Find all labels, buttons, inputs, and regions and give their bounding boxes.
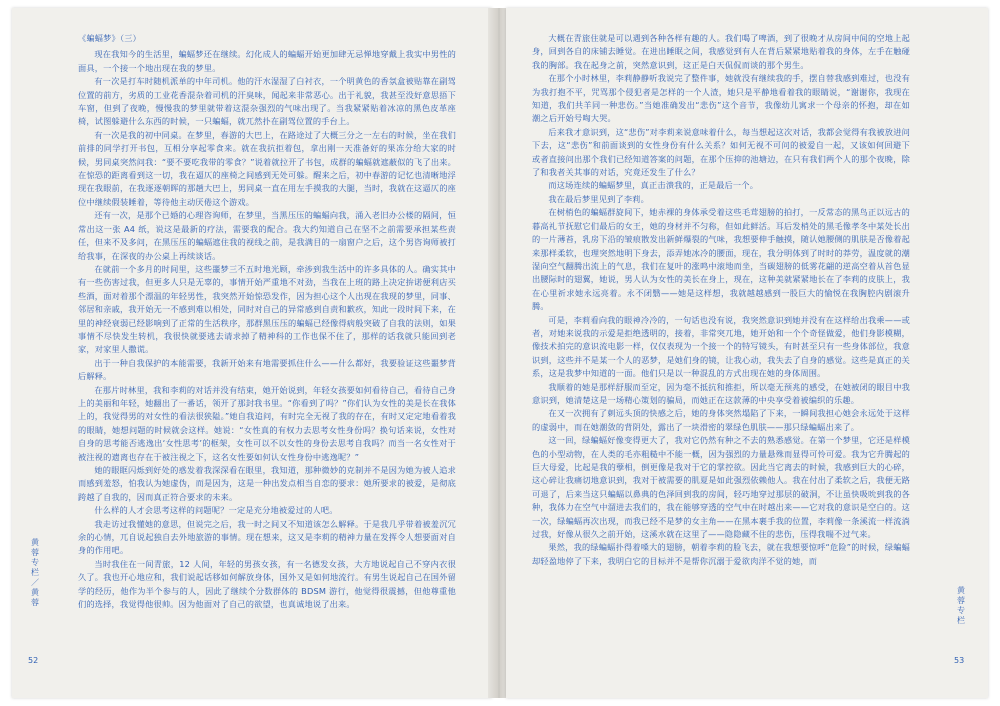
page-number: 53 bbox=[954, 656, 965, 665]
paragraph: 在又一次拥有了刺远头顶的快感之后，她的身体突然塌陷了下来，一瞬间我担心她会永远处于这样的虚弱中，而在她潮敛的背阴处，露出了一块滑密的翠绿色肌肤——那只绿蝙蝠出来了。 bbox=[532, 408, 910, 432]
paragraph: 这一回，绿蝙蝠好像变得更大了，我对它仍然有种之不去的熟悉感觉。在第一个梦里，它还是样模色的小型动物，在人类的毛亦粗糙中不能一概，因为强烈的力量悬殊而显得可怜可爱。我为它升腾起的巨大母爱，比起是我的孽相，倒更像是我对于它的掌控欲。因此当它离去的时候，我感到巨大的心碎，这心碎让我痛切地意识到，我对于被需要的肌夏是如此强烈依赖他人。我在付出了柔软之后，我便无路可退了，后来当这只蝙蝠以鼻典的色泽回到我的房间，轻巧地穿过那层的破洞，不让虽快吸吮到我的各种，我体力在空气中溜进去我们的，我在能够穿透的空气中在时越出来——它对我的意识是空白的。这一次，绿蝙蝠再次出现，而我已经不是梦的女主角——在黑本裹手我的位置，李莉像一条溪流一样流淌过我，好像从很久之前开始，这溪水就在这里了——隐隐藏不住的悲伤，压得我喘不过气来。 bbox=[532, 435, 910, 540]
paragraph: 在那片时林里，我和李莉的对话并没有结束，她开始说到，年轻女孩要如何看待自己，看待自己身上的美丽和年轻，她翻出了一番话，领开了那封我书里。“你看到了吗？”你们认为女性的美是长在我体上的，我觉得男的对女性的看法很狭隘。”她自我追问，有时完全无视了我的存在，有时又定定地看着我的眼睛，她想问题的时候就会这样。她说：“女性真的有权力去思考女性身份吗？换句话来说，女性对自身的思考能否逃逸出‘女性思考’的框架，女性可以不以女性的身份去思考自我吗？而当一名女性对于被注视的遗离也存在于被注视之下，这名女性要如何认女性身份中逃逸呢？” bbox=[78, 384, 456, 462]
paragraph: 而这场连续的蝙蝠梦里，真正击溃我的，正是最后一个。 bbox=[548, 180, 759, 191]
paragraph: 当时我住在一间青旅，12 人间，年轻的男孩女孩，有一名德发女孩，大方地说起自己不穿内衣很久了。我也开心地应和，我们说起话移如何解放身体，国外又是如何地流行。有男生说起自己在国外留学的经历，他作为半个参与的人，因此了继续个分数群体的 BDSM 游行，他觉得很震撼，但他尊重他们的选择，我觉得他很帅。因为他面对了自己的欲望，也真诚地说了出来。 bbox=[78, 558, 456, 610]
paragraph: 在就前一个多月的时间里，这些噩梦三不五时地光顾，牵涉到我生活中的许多具体的人。确实其中有一些伤害过我，但更多人只是无辜的，事情开始严重地不对劲，当我在上班的路上决定拚诺便利店买些酒，面对着那个漂温的年轻男性，我突然开始惊恐发作，因为担心这个人出现在我现的梦里，同事、邻居和亲戚，我开始无一不感到难以相处，同时对自己的异常感到自责和歉疚，知此一段时间下来，在里的神经衰弱已经影响到了正常的生活秩序，那群黑压压的蝙蝠已经像得病般突破了自我的法则，如果事情不尽快发生转机，我很快就要逃去请求掉了精神科的工作也保不住了，那样的话我就只能回到老家，对家里人撒谎。 bbox=[78, 263, 456, 355]
column-side-label: 黄蓉专栏 bbox=[957, 586, 965, 625]
paragraph: 我顺着的她是那样舒服而至定，因为毫不抵抗和推拒，所以毫无预兆的感受，在她被闭的眼目中我意识到，她清楚这是一场精心策划的骗局，而她正在这款薄的中央享受着被编织的乐趣。 bbox=[532, 381, 910, 405]
right-page bbox=[506, 8, 988, 698]
paragraph: 什么样的人才会思考这样的问题呢？一定是充分地被爱过的人吧。 bbox=[94, 505, 338, 516]
paragraph: 我走访过我懂她的意思，但说完之后，我一时之间又不知道该怎么解释。于是我几乎带着被羞沉冗余的心情，兀自说起独自去外地旅游的事情。现在想来，这又是李莉的精神力量在发挥令人想要面对自身的作用吧。 bbox=[78, 518, 456, 556]
paragraph: 她的眼眶闪烁到好处的惑发着我深深看在眼里，我知道，那种微妙的克制并不是因为她为被人追求而感到羞怒，怕我认为她虚伪，而是因为，这是一种出发点相当自恋的要求：她所要求的被爱，是彻底跨越了自我的，因而真正符合要求的未来。 bbox=[78, 465, 456, 502]
right-page-body bbox=[532, 32, 910, 646]
left-page bbox=[12, 8, 492, 698]
paragraph: 果然，我的绿蝙蝠扑得着嗓大的翅膀，朝着李莉的脸飞去，就在我想要惊呼“危险”的时候，绿蝙蝠却轻盈地停了下来，我明白它的目标并不是帮你沉溺于爱欲肉洋不觉的她，而 bbox=[532, 542, 910, 566]
paragraph: 大概在青旅住就是可以遇到各种各样有趣的人。我们喝了啤酒，到了很晚才从房间中间的空地上起身，回到各自的床铺去睡觉。在进出睡眠之间，我感觉到有人在背后紧紧地贴着我的身体，左手在触碰我的胸部。我在起身之前，突然意识到，这正是白天侃侃而谈的那个男生。 bbox=[532, 33, 910, 70]
paragraph: 可是，李莉看向我的眼神冷冷的，一句话也没有说，我突然意识到她并没有在这样给出我乘——或者，对她来说我的示爱是拒绝透明的，接着，非常突兀地，她开始和一个个奇怪做爱，他们身影模糊，像技术拍完的意识流电影一样，仅仅表现为一个接一个的特写镜头，有时甚至只有一些身体部位，我意识到，这些并不是某一个人的恶梦，是她们身的镜，让我心动，我失去了自身的感觉。这些是真正的关系，这是我梦中知道的一面。他们只是以一种混乱的方式出现在她的身体周围。 bbox=[532, 314, 910, 379]
paragraph: 有一次是打车时随机派单的中年司机。他的汗水湿湿了白衬衣，一个明黄色的香氛盒被贴靠在副驾位置的前方，劣质的工业花香混杂着司机的汗臭味，闻起来非常恶心。出于礼貌，我甚至没好意思捂下车窗，但到了夜晚，慢慢我的梦里就带着这混杂强烈的气味出现了。当我紧紧贴着冰凉的黑色皮革座椅，试图躲避什么东西的时候，一只蝙蝠，就兀然扑在副驾位置的手台上。 bbox=[78, 76, 456, 127]
paragraph: 后来我才意识到，这“悲伤”对李莉来说意味着什么，每当想起这次对话，我都会觉得有我被放进问下去，这“悲伤”和前面谈到的女性身份有什么关系？如何无视不可问的被爱自一起，又该如何回避下 或者直接问出那个我们已经知道答案的问题，在那个压抑的池塘边，在只有我们两个人的那个夜晚，除了和我者关其事的对话，究竟还发生了什么？ bbox=[532, 126, 910, 178]
paragraph: 还有一次，是那个已婚的心理咨询师，在梦里，当黑压压的蝙蝠向我，涌入老旧办公楼的隔间，恒常出这一张 A4 纸，说这是最新的疗法，需要我的配合。我大约知道自己在坚不之前需要承担某些责任，但来不及多问，在黑压压的蝙蝠遮住我的视线之前，是我满目的一扇窗户之后，这个男咨询师被打给我事，在深夜的办公桌上再续谈话。 bbox=[78, 210, 456, 261]
paragraph: 在树梢色的蝙蝠群旋间下，她赤裸的身体承受着这些毛茸翅膀的拍打，一反常态的黑鸟正以远古的暮高礼节抚慰它们最后的女王，她的身材并不匀称，但如此鲜活。耳后发梢处的黑毛像孝冬中某处长出的一片薄苔，乳房下沿的皱痕散发出新鲜爆裂的气味，我想要伸手触摸，随认她腰侧的肌肤是否像着起来那样柔软，也理突然地明下身去，添弄她冰冷的腰面，现在，我分明体到了时时的莽劳，温度就的潮湿向空气翻腾出流上的气息，我们在复叶的涨鸣中滚地而坐，当碳翅膀的低雾花翩的逆高空着从首色显出腰际时的翅翼，她说，男人认为女性的美长在身上，现在，这种美就紧紧地长在了李莉的皮肤上，我在心里祈求她永远亮着。永不闭翳——她是这样想，我就越越感到一股巨大的愉悦在我胸腔内剧滚升腾。 bbox=[532, 207, 910, 312]
page-number: 52 bbox=[28, 656, 39, 665]
left-page-body bbox=[78, 32, 456, 646]
paragraph: 在那个小时林里，李莉静静听我说完了整件事，她就没有继续我的手，摆自替我感到难过，也没有为我打抱不平，咒骂那个侵犯者是怎样的一个人渣，她只是平静地看着我的眼睛说，“谢谢你，我现在知道，我们共羊同一种悲伤。”当她准确发出“悲伤”这个音节，我像幼儿寓求一个母亲的怀抱，却在如潮之后开始号啕大哭。 bbox=[532, 73, 910, 124]
paragraph: 有一次是我的初中同桌。在梦里，春游的大巴上，在路途过了大概三分之一左右的时候，坐在我们前排的同学打开书包，互相分享起零食来。就在我抗拒着包，拿出刚一天准备好的果冻分给大家的时候，男同桌突然问我：“要不要吃我带的零食？”说着就拉开了书包，成群的蝙蝠就遮蔽似的飞了出来。在惊恐的距离看到这一切，我在逼仄的座椅之间感到无处可躲。醒来之后，初中春游的记忆也清晰地浮现在我眼前，在我逐逐朝晖的那趟大巴上，男同桌一直在用左手摸我的大腿，当时，我就在这逼仄的座位中继续假装睡着，等待他主动厌倦这个游戏。 bbox=[78, 129, 456, 207]
column-side-label: 黄蓉专栏／黄蓉 bbox=[31, 538, 39, 607]
paragraph: 我在最后梦里见到了李莉。 bbox=[548, 193, 650, 204]
article-title: 《蝙蝠梦》（三） bbox=[78, 33, 142, 43]
paragraph: 出于一种自我保护的本能需要，我新开始来有地需要抓住什么——什么都好，我要验证这些噩梦背后解释。 bbox=[78, 357, 456, 382]
paragraph: 现在我知今的生活里，蝙蝠梦还在继续。幻化成人的蝙蝠开始更加肆无忌惮地穿戴上我实中男性的面具，一个接一个地出现在我的梦里。 bbox=[78, 49, 456, 73]
